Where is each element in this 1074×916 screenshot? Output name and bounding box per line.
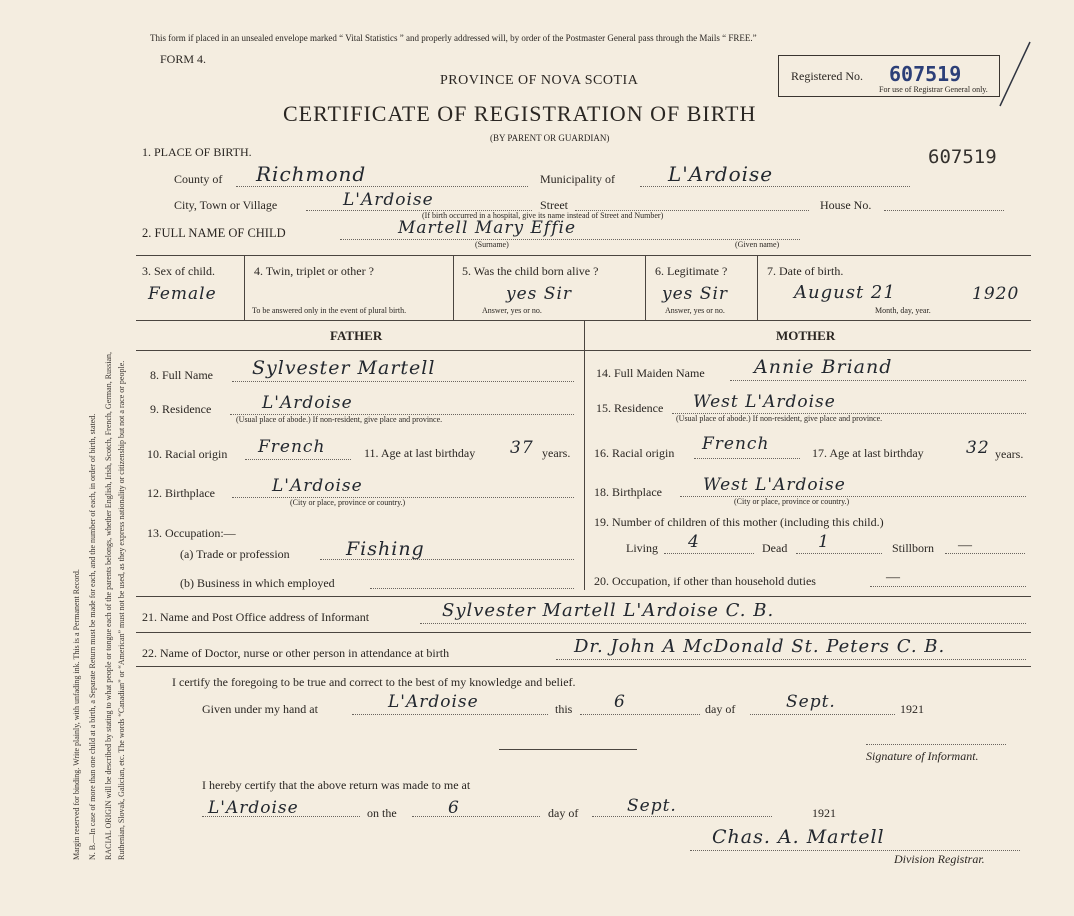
legitimate-value: yes Sir [662, 284, 729, 304]
mother-race-label: 16. Racial origin [594, 446, 675, 460]
informant-signature-caption: Signature of Informant. [866, 749, 979, 763]
side-note-racial-origin: RACIAL ORIGIN will be described by stating to what people or tongue each of the parents belongs, whether English, Irish, Scotch, French, German, Russian, [104, 351, 113, 860]
mother-children-label: 19. Number of children of this mother (including this child.) [594, 515, 884, 529]
registered-number: 607519 [889, 62, 962, 86]
doctor-value: Dr. John A McDonald St. Peters C. B. [574, 636, 946, 657]
stillborn-value: — [958, 538, 972, 553]
living-value: 4 [688, 532, 700, 552]
dob-value: August 21 [794, 282, 896, 303]
mother-residence-caption: (Usual place of abode.) If non-resident, give place and province. [676, 414, 883, 423]
legitimate-caption: Answer, yes or no. [665, 306, 725, 315]
side-note-multiple-birth: N. B.—In case of more than one child at a birth, a Separate Return must be made for each, and the number of each, in order of birth, stated. [88, 413, 97, 860]
father-birthplace-caption: (City or place, province or country.) [290, 498, 406, 507]
registrar-day-of-label: day of [548, 806, 579, 820]
born-alive-caption: Answer, yes or no. [482, 306, 542, 315]
father-residence-value: L'Ardoise [262, 393, 353, 413]
born-alive-value: yes Sir [506, 284, 573, 304]
mother-birthplace-value: West L'Ardoise [703, 475, 846, 495]
informant-label: 21. Name and Post Office address of Informant [142, 610, 370, 624]
father-trade-label: (a) Trade or profession [180, 547, 290, 561]
twin-label: 4. Twin, triplet or other ? [254, 264, 374, 278]
father-age-label: 11. Age at last birthday [364, 446, 476, 460]
mother-years-label: years. [995, 447, 1024, 461]
father-years-label: years. [542, 446, 571, 460]
sex-label: 3. Sex of child. [142, 264, 215, 278]
county-value: Richmond [256, 162, 367, 186]
born-alive-label: 5. Was the child born alive ? [462, 264, 599, 278]
twin-note: To be answered only in the event of plural birth. [252, 306, 407, 315]
pen-stroke [960, 40, 1040, 110]
father-age-value: 37 [510, 438, 534, 458]
given-name-caption: (Given name) [735, 240, 780, 249]
mother-residence-label: 15. Residence [596, 401, 664, 415]
division-registrar-caption: Division Registrar. [894, 852, 985, 866]
page-subtitle: (BY PARENT OR GUARDIAN) [490, 133, 610, 143]
father-race-value: French [258, 437, 326, 457]
given-month-value: Sept. [786, 692, 836, 712]
father-heading: FATHER [330, 328, 383, 343]
province-heading: PROVINCE OF NOVA SCOTIA [440, 73, 639, 88]
day-of-label: day of [705, 702, 736, 716]
form-number: FORM 4. [160, 52, 207, 66]
county-label: County of [174, 172, 223, 186]
mother-race-value: French [702, 434, 770, 454]
registrar-month-value: Sept. [627, 796, 677, 816]
father-name-value: Sylvester Martell [252, 357, 436, 379]
municipality-value: L'Ardoise [668, 162, 774, 186]
father-race-label: 10. Racial origin [147, 447, 228, 461]
registrar-year-value: 1921 [812, 806, 836, 820]
mother-age-label: 17. Age at last birthday [812, 446, 924, 460]
page-title: CERTIFICATE OF REGISTRATION OF BIRTH [283, 101, 757, 126]
doctor-label: 22. Name of Doctor, nurse or other person in attendance at birth [142, 646, 450, 660]
registrar-certify-text: I hereby certify that the above return was made to me at [202, 778, 471, 792]
given-year-value: 1921 [900, 702, 924, 716]
mother-heading: MOTHER [776, 328, 836, 343]
given-place-value: L'Ardoise [388, 692, 479, 712]
city-value: L'Ardoise [343, 190, 434, 210]
mother-name-value: Annie Briand [754, 356, 893, 378]
dead-value: 1 [818, 532, 830, 552]
mother-birthplace-label: 18. Birthplace [594, 485, 662, 499]
informant-value: Sylvester Martell L'Ardoise C. B. [442, 600, 775, 621]
sex-value: Female [148, 284, 217, 304]
living-label: Living [626, 541, 658, 555]
dob-caption: Month, day, year. [875, 306, 931, 315]
mother-name-label: 14. Full Maiden Name [596, 366, 705, 380]
dob-year: 1920 [972, 284, 1020, 304]
side-note-racial-origin-2: Ruthenian, Slovak, Galician, etc. The words “Canadian” or “American” must not be used, as they express nationality or citizenship but not a race or people. [117, 360, 126, 860]
this-label: this [555, 702, 573, 716]
hospital-note: (If birth occurred in a hospital, give its name instead of Street and Number) [422, 211, 664, 220]
house-no-label: House No. [820, 198, 872, 212]
father-birthplace-label: 12. Birthplace [147, 486, 215, 500]
given-under-label: Given under my hand at [202, 702, 318, 716]
father-residence-caption: (Usual place of abode.) If non-resident, give place and province. [236, 415, 443, 424]
stamp-number: 607519 [928, 146, 997, 168]
mother-occupation-value: — [886, 570, 900, 585]
certify-text: I certify the foregoing to be true and correct to the best of my knowledge and belief. [172, 675, 576, 689]
dob-label: 7. Date of birth. [767, 264, 844, 278]
municipality-label: Municipality of [540, 172, 615, 186]
street-label: Street [540, 198, 568, 212]
father-business-label: (b) Business in which employed [180, 576, 335, 590]
given-day-value: 6 [614, 692, 626, 712]
dead-label: Dead [762, 541, 788, 555]
father-birthplace-value: L'Ardoise [272, 476, 363, 496]
father-trade-value: Fishing [346, 538, 425, 560]
section-place-of-birth: 1. PLACE OF BIRTH. [142, 145, 252, 159]
mother-age-value: 32 [966, 438, 990, 458]
mother-occupation-label: 20. Occupation, if other than household duties [594, 574, 816, 588]
city-label: City, Town or Village [174, 198, 278, 212]
stillborn-label: Stillborn [892, 541, 935, 555]
mail-notice: This form if placed in an unsealed envelope marked “ Vital Statistics ” and properly addressed will, by order of the Postmaster General pass through the Mails “ FREE.” [150, 33, 757, 43]
father-name-label: 8. Full Name [150, 368, 213, 382]
child-name-label: 2. FULL NAME OF CHILD [142, 226, 286, 240]
registrar-day-value: 6 [448, 798, 460, 818]
side-note-binding: Margin reserved for binding. Write plainly, with unfading ink. This is a Permanent Record. [72, 569, 81, 860]
father-residence-label: 9. Residence [150, 402, 212, 416]
registered-label: Registered No. [791, 69, 863, 83]
father-occupation-label: 13. Occupation:— [147, 526, 236, 540]
registrar-use-note: For use of Registrar General only. [879, 85, 988, 94]
registrar-signature: Chas. A. Martell [712, 826, 885, 848]
mother-birthplace-caption: (City or place, province or country.) [734, 497, 850, 506]
surname-caption: (Surname) [475, 240, 509, 249]
registrar-place-value: L'Ardoise [208, 798, 299, 818]
on-the-label: on the [367, 806, 397, 820]
legitimate-label: 6. Legitimate ? [655, 264, 728, 278]
child-name-value: Martell Mary Effie [398, 218, 577, 238]
mother-residence-value: West L'Ardoise [693, 392, 836, 412]
